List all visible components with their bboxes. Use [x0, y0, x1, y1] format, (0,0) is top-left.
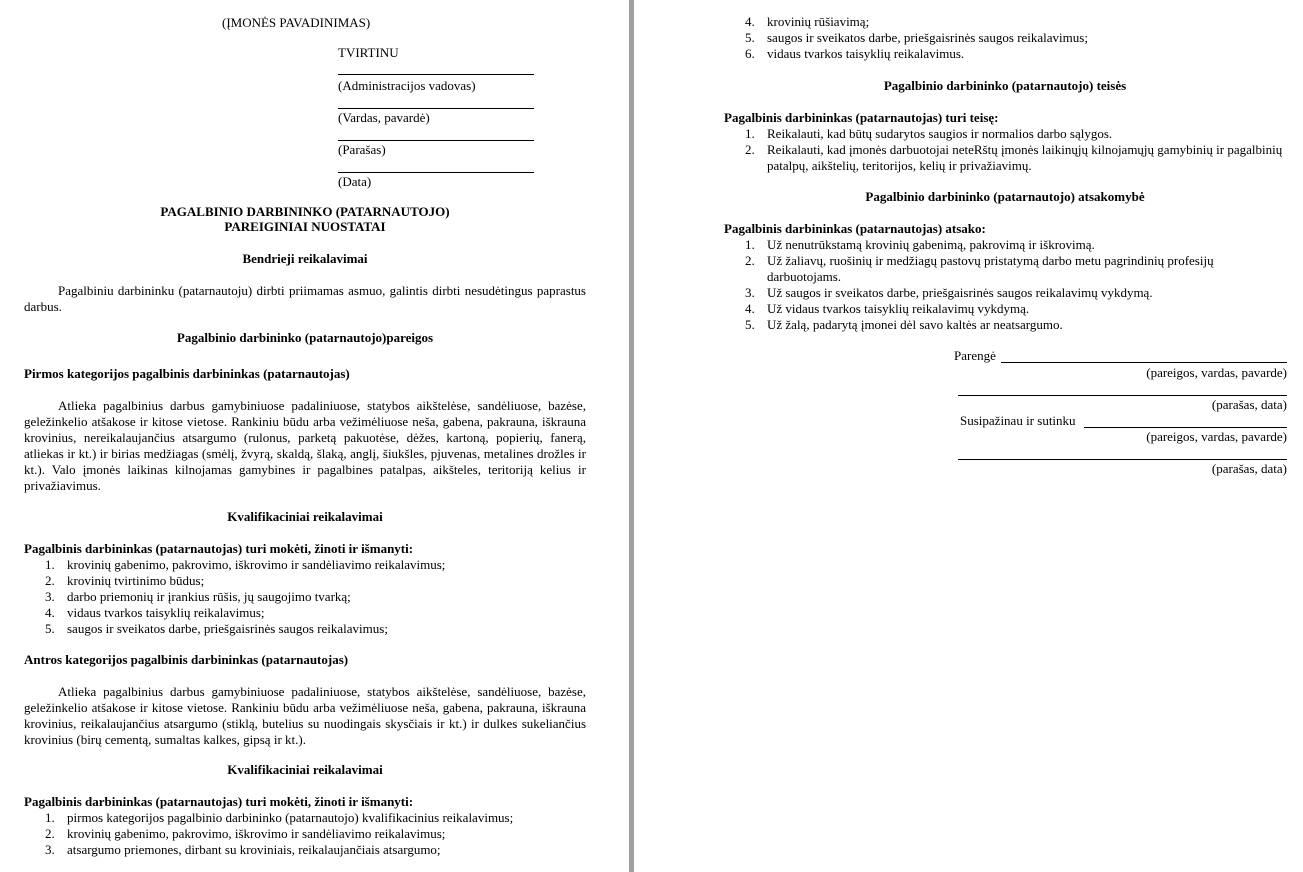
list-number: 2.	[745, 142, 755, 157]
list-text: darbo priemonių ir įrankius rūšis, jų saugojimo tvarką;	[67, 589, 351, 604]
sig-field-caption: (Vardas, pavardė)	[338, 110, 430, 125]
signature-line	[958, 459, 1287, 460]
list-item	[724, 253, 1284, 285]
rights-list	[724, 126, 1284, 174]
list-text: Už nenutrūkstamą krovinių gabenimą, pakrovimą ir iškrovimą.	[767, 237, 1095, 252]
list-item	[724, 317, 1284, 333]
qualification-list-continued	[724, 14, 1284, 62]
approve-label: TVIRTINU	[338, 45, 399, 60]
list-number: 4.	[745, 14, 755, 29]
paragraph: Pagalbiniu darbininku (patarnautoju) dirbti priimamas asmuo, galintis dirbti nesudėtingus paprastus darbus.	[24, 283, 586, 314]
list-item	[724, 14, 1284, 30]
list-text: Už žalą, padarytą įmonei dėl savo kaltės ar neatsargumo.	[767, 317, 1063, 332]
list-item	[24, 842, 586, 858]
signature-caption: (parašas, data)	[1211, 397, 1287, 412]
section-heading: Pagalbinio darbininko (patarnautojo) teisės	[883, 78, 1127, 93]
list-text: vidaus tvarkos taisyklių reikalavimus.	[767, 46, 965, 61]
list-text: krovinių tvirtinimo būdus;	[67, 573, 205, 588]
list-number: 3.	[745, 285, 755, 300]
signature-line	[338, 108, 534, 109]
sig-field-caption: (Parašas)	[338, 142, 386, 157]
sig-field-caption: (Administracijos vadovas)	[338, 78, 476, 93]
list-heading: Pagalbinis darbininkas (patarnautojas) turi mokėti, žinoti ir išmanyti:	[24, 794, 414, 809]
list-text: krovinių gabenimo, pakrovimo, iškrovimo ir sandėliavimo reikalavimus;	[67, 826, 446, 841]
section-heading: Kvalifikaciniai reikalavimai	[227, 762, 383, 777]
list-heading: Pagalbinis darbininkas (patarnautojas) turi teisę:	[724, 110, 999, 125]
section-heading: Kvalifikaciniai reikalavimai	[227, 509, 383, 524]
qualification-list	[24, 557, 586, 637]
list-text: Už vidaus tvarkos taisyklių reikalavimų vykdymą.	[767, 301, 1030, 316]
document-page-right	[634, 0, 1303, 872]
list-number: 5.	[745, 30, 755, 45]
list-heading: Pagalbinis darbininkas (patarnautojas) atsako:	[724, 221, 986, 236]
list-text: Už žaliavų, ruošinių ir medžiagų pastovų pristatymą darbo metu pagrindinių profesijų darbuotojams.	[767, 253, 1214, 284]
qualification-list	[24, 810, 586, 858]
list-text: atsargumo priemones, dirbant su kroviniais, reikalaujančiais atsargumo;	[67, 842, 441, 857]
list-item	[24, 557, 586, 573]
list-item	[724, 301, 1284, 317]
document-page-left	[0, 0, 630, 872]
list-number: 1.	[45, 810, 55, 825]
list-item	[24, 605, 586, 621]
company-name: (ĮMONĖS PAVADINIMAS)	[222, 15, 371, 30]
list-text: vidaus tvarkos taisyklių reikalavimus;	[67, 605, 265, 620]
list-number: 1.	[45, 557, 55, 572]
prepared-label: Parengė	[954, 348, 996, 363]
list-number: 3.	[45, 589, 55, 604]
list-item	[724, 30, 1284, 46]
list-text: krovinių gabenimo, pakrovimo, iškrovimo ir sandėliavimo reikalavimus;	[67, 557, 446, 572]
list-item	[24, 621, 586, 637]
signature-line	[338, 172, 534, 173]
list-number: 1.	[745, 126, 755, 141]
list-item	[724, 285, 1284, 301]
subsection-heading: Pirmos kategorijos pagalbinis darbininkas (patarnautojas)	[24, 366, 350, 381]
list-text: Reikalauti, kad būtų sudarytos saugios ir normalios darbo sąlygos.	[767, 126, 1113, 141]
list-number: 2.	[45, 826, 55, 841]
signature-line	[338, 74, 534, 75]
responsibility-list	[724, 237, 1284, 333]
subsection-heading: Antros kategorijos pagalbinis darbininkas (patarnautojas)	[24, 652, 349, 667]
list-number: 4.	[745, 301, 755, 316]
list-item	[24, 826, 586, 842]
list-text: saugos ir sveikatos darbe, priešgaisrinės saugos reikalavimus;	[67, 621, 388, 636]
list-heading: Pagalbinis darbininkas (patarnautojas) turi mokėti, žinoti ir išmanyti:	[24, 541, 414, 556]
paragraph: Atlieka pagalbinius darbus gamybiniuose padaliniuose, statybos aikštelėse, sandėliuose, bazėse, geležinkelio atšakose ir kitose vietose. Rankiniu būdu arba vežimėliuose neša, gabena, pakrauna, iškrauna krovinius, nereikalaujančius atsargumo (rulonus, parketą pakuotėse, dėžes, kartoną, popierių, fanerą, atliekas ir kt.) ir birias medžiagas (smėlį, žvyrą, skaldą, šlaką, anglį, šiukšles, pjuvenas, metalines drožles ir kt.). Valo įmonės laikinas kilnojamas gamybines ir pagalbines patalpas, aikšteles, teritoriją kelius ir privažiavimus.	[24, 398, 586, 493]
list-number: 3.	[45, 842, 55, 857]
list-number: 4.	[45, 605, 55, 620]
list-number: 2.	[745, 253, 755, 268]
list-text: krovinių rūšiavimą;	[767, 14, 870, 29]
list-number: 5.	[45, 621, 55, 636]
signature-line	[1084, 427, 1287, 428]
signature-line	[958, 395, 1287, 396]
sig-field-caption: (Data)	[338, 174, 372, 189]
list-number: 1.	[745, 237, 755, 252]
list-text: Už saugos ir sveikatos darbe, priešgaisrinės saugos reikalavimų vykdymą.	[767, 285, 1153, 300]
list-item	[724, 237, 1284, 253]
section-heading: Pagalbinio darbininko (patarnautojo) atsakomybė	[865, 189, 1145, 204]
signature-caption: (parašas, data)	[1211, 461, 1287, 476]
list-item	[24, 810, 586, 826]
signature-line	[1001, 362, 1287, 363]
signature-caption: (pareigos, vardas, pavarde)	[1146, 365, 1287, 380]
list-text: pirmos kategorijos pagalbinio darbininko (patarnautojo) kvalifikacinius reikalavimus;	[67, 810, 514, 825]
list-number: 2.	[45, 573, 55, 588]
list-item	[24, 589, 586, 605]
agreed-label: Susipažinau ir sutinku	[960, 413, 1076, 428]
document-title-line1: PAGALBINIO DARBININKO (PATARNAUTOJO)	[160, 204, 450, 219]
list-item	[724, 126, 1284, 142]
signature-line	[338, 140, 534, 141]
list-text: Reikalauti, kad įmonės darbuotojai neteRštų įmonės laikinųjų kilnojamųjų gamybinių ir pagalbinių patalpų, aikštelių, teritorijos, kelių ir privažiavimų.	[767, 142, 1283, 173]
section-heading: Pagalbinio darbininko (patarnautojo)pareigos	[176, 330, 434, 345]
list-item	[724, 142, 1284, 174]
document-title-line2: PAREIGINIAI NUOSTATAI	[224, 219, 386, 234]
paragraph: Atlieka pagalbinius darbus gamybiniuose padaliniuose, statybos aikštelėse, sandėliuose, bazėse, geležinkelio atšakose ir kitose vietose. Rankiniu būdu arba vežimėliuose neša, gabena, pakrauna, iškrauna krovinius, reikalaujančius atsargumo (stiklą, butelius su nuodingais skysčiais ir kt.) ir dulkes sukeliančius krovinius (birų cementą, sumaltas kalkes, gipsą ir kt.).	[24, 684, 586, 747]
list-number: 5.	[745, 317, 755, 332]
signature-caption: (pareigos, vardas, pavarde)	[1146, 429, 1287, 444]
list-item	[724, 46, 1284, 62]
section-heading: Bendrieji reikalavimai	[242, 251, 368, 266]
list-number: 6.	[745, 46, 755, 61]
list-item	[24, 573, 586, 589]
list-text: saugos ir sveikatos darbe, priešgaisrinės saugos reikalavimus;	[767, 30, 1088, 45]
